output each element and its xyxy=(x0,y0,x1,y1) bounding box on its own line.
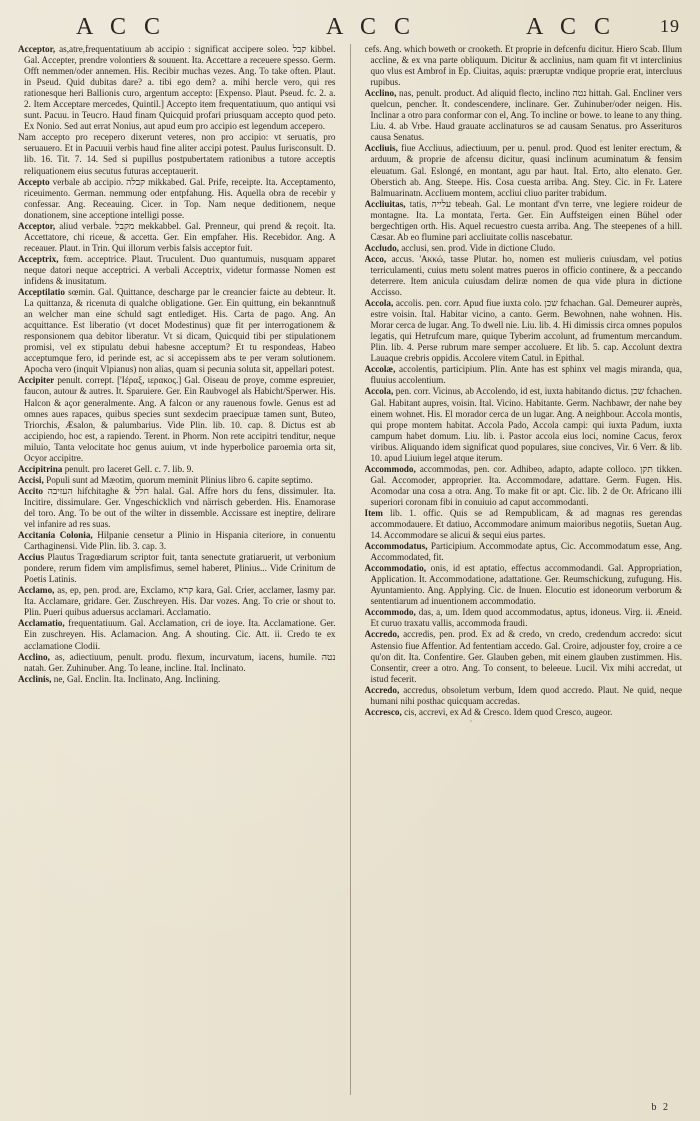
entry-headword: Acceptor, xyxy=(18,220,56,231)
entry-text: Nam accepto pro recepero dixerunt veteres, non pro accipio: vt seruatis, pro seruauero. Et in Pacuuii verbis haud fine aliter accipi potest. Paulus Iurisconsult. D. lib. 16. Tit. 7. 14. Sed si pupillus postpubertatem rationibus a tutore acceptis reliquationem eius secutus futuras acceptauerit. xyxy=(18,132,336,176)
entry-headword: Acclamatio, xyxy=(18,618,65,629)
dictionary-entry xyxy=(18,254,336,287)
dictionary-entry xyxy=(18,486,336,530)
entry-text: as, adiectiuum, penult. produ. flexum, incurvatum, iacens, humile. נטה natah. Ger. Zuhinuber. Ang. To leane, incline. Ital. Inclinato. xyxy=(24,651,336,673)
entry-headword: Accitania Colonia, xyxy=(18,530,93,541)
entry-headword: Accola, xyxy=(364,386,394,397)
right-column xyxy=(365,44,683,1095)
entry-headword: Accommodatus, xyxy=(364,541,428,552)
entry-headword: Accius xyxy=(18,552,45,563)
entry-text: verbale ab accipio. קבלה mikkabed. Gal. Prife, receipte. Ita. Acceptamento, riceuimento. German. nemmung oder entpfahung. His. Aquella obra de recebir y confessar. Ang. Receauing. Cicer. in Top. Nam neque deditionem, neque donationem, sine acceptione intelligi posse. xyxy=(24,176,336,220)
entry-headword: Accipiter xyxy=(18,375,55,386)
entry-text: Plautus Tragœdiarum scriptor fuit, tanta senectute gratiaruerit, ut verbonium pondere, rerum fidem vim amplisfimus, semel haberet, Plinius... Vide Crinitum de Poetis Latinis. xyxy=(24,552,336,585)
dictionary-entry xyxy=(18,674,336,685)
entry-headword: Acceptor, xyxy=(18,44,56,54)
dictionary-entry xyxy=(18,618,336,651)
signature-mark: b 2 xyxy=(651,1102,670,1113)
dictionary-entry xyxy=(18,221,336,254)
dictionary-entry xyxy=(365,143,683,198)
dictionary-entry xyxy=(365,607,683,629)
entry-headword: Accommodo, xyxy=(364,463,416,474)
entry-headword: Accredo, xyxy=(364,629,400,640)
running-head-left: A C C xyxy=(76,14,167,40)
dictionary-entry xyxy=(18,132,336,176)
entry-text: fœm. acceptrice. Plaut. Truculent. Duo quantumuis, nusquam apparet neque datori neque acceptrici. A verbali Acceptrix, videtur formasse Nomen est infidens & inusitatum. xyxy=(24,253,336,286)
column-divider xyxy=(350,44,351,1095)
dictionary-entry xyxy=(18,552,336,585)
entry-headword: Accola, xyxy=(364,298,394,309)
dictionary-entry xyxy=(365,685,683,707)
paper-speck xyxy=(600,140,602,142)
entry-text: onis, id est aptatio, effectus accommodandi. Gal. Appropriation, Application. It. Accommodatione, adattatione. Ger. Reumschickung, zufugung. His. Ayuntamiento. Ang. Applying. Cic. de Inuen. Elocutio est idoneorum verborum & sententiarum ad inuentionem accommodatio. xyxy=(370,563,682,607)
entry-headword: Acceptrix, xyxy=(18,253,59,264)
entry-text: penult. corrept. ['Ιέραξ, ιερακος.] Gal. Oiseau de proye, comme espreuier, faucon, autour & autres. It. Sparuiere. Ger. Ein Raubvogel als Habicht/Sperwer. His. Halcon & açor generalmente. Ang. A falcon or any rauenous fowle. Genus est ad omnes aues rapaces, quibus species sunt sexdecim praecipuæ tamen sunt, Buteo, Triorchis, Æsalon, & palumbarius. Vide Plin. lib. 10. cap. 8. Dictus est ab accipiendo, hoc est, a rapiendo. Terent. in Phorm. Non rete accipitri tenditur, neque miluio, Tanta velocitate hoc genus auium, vt inde hyperbolice paroemia orta sit, Ocyor accipitre. xyxy=(24,375,336,463)
left-column xyxy=(18,44,336,1095)
entry-text: accolis. pen. corr. Apud fiue iuxta colo. שכן fchachan. Gal. Demeurer auprès, estre voisin. Ital. Habitar vicino, a canto. Germ. Bewohnen, nahe wohnen. His. Morar cerca de lugar. Ang. To dwell nie. Liu. lib. 4. Hi dimissis circa omnes populos legatis, qui Hetrufcum mare, quique Tyberim accolunt, ad frumentum mercandum. Plin. lib. 4. Perse rubrum mare semper accoluere. Et lib. 5. cap. Accolunt dextra Lauaque crebris oppidis. Accolere vitem Catul. in Epithal. xyxy=(370,298,682,364)
entry-headword: Acclino, xyxy=(18,651,50,662)
entry-text: Populi sunt ad Mæotim, quorum meminit Plinius libro 6. capite septimo. xyxy=(46,474,313,485)
entry-headword: Accommodatio, xyxy=(364,563,426,574)
dictionary-entry xyxy=(18,585,336,618)
text-columns xyxy=(18,44,682,1095)
dictionary-entry xyxy=(365,364,683,386)
dictionary-entry xyxy=(365,629,683,684)
page-header xyxy=(18,14,682,44)
dictionary-entry xyxy=(365,563,683,607)
dictionary-entry xyxy=(18,464,336,475)
entry-text: accredus, obsoletum verbum, Idem quod accredo. Plaut. Ne quid, neque humani nihi posthac quicquam accredas. xyxy=(370,684,682,706)
entry-headword: Acclamo, xyxy=(18,585,55,596)
entry-text: acclusi, sen. prod. Vide in dictione Cludo. xyxy=(401,242,556,253)
dictionary-entry xyxy=(365,44,683,88)
entry-headword: Acclino, xyxy=(364,88,397,99)
dictionary-entry xyxy=(365,298,683,364)
dictionary-entry xyxy=(365,707,683,718)
entry-text: cefs. Ang. which boweth or crooketh. Et proprie in defcenfu dicitur. Hiero Scab. Illum accline, & ex vna parte obliquum. Dicitur & acclinius, nam quam fit vt interclinius quo vlus est Ambrof in Ep. Ciuitas, aquis: præruptæ vndique proprie erat, intercluus rupibus. xyxy=(364,44,682,88)
entry-text: accus. 'Ακκώ, tasse Plutar. ho, nomen est mulieris cuiusdam, vel potius terriculamenti, cuius metu solent matres pueros in officio continere, & a peccando deterrere. Item anicula cuiusdam deliræ nomen de qua vide plura in dictione Accisso. xyxy=(370,253,682,298)
entry-text: cis, accrevi, ex Ad & Cresco. Idem quod Cresco, augeor. xyxy=(404,706,613,717)
entry-headword: Acceptilatio xyxy=(18,287,65,298)
entry-headword: Accipitrina xyxy=(18,463,63,474)
entry-text: accommodas, pen. cor. Adhibeo, adapto, adapte colloco. תקן tikken. Gal. Accomoder, approprier. Ita. Accommodare, adattare. Germ. Fugen. His. Acomodar una cosa a otra. Ang. To make fit or apt. Cic. lib. 2 de Or. Africano illi superiori coronam fibi in conuiuio ad caput accommodanti. xyxy=(370,463,682,507)
entry-text: ne, Gal. Enclin. Ita. Inclinato, Ang. Inclining. xyxy=(53,673,221,684)
entry-text: nas, penult. product. Ad aliquid flecto, inclino נטה hittah. Gal. Encliner vers quelcun, pencher. It. condescendere, inclinare. Ger. Zuhinuber/oder neigen. His. Inclinar a otro para conformar con el, Ang. To incline or bowe. to leane to any thing. Liu. 4. ab Vrbe. Haud grauate acclinaturos se ad causam Senatus. pro Asserituros causa Senatus. xyxy=(370,88,682,143)
entry-text: aliud verbale. מקבל mekkabbel. Gal. Prenneur, qui prend & reçoit. Ita. Accettatore, chi riceue, & accetta. Ger. Ein empfaher. His. Recebidor. Ang. A receauer. Plaut. in Trin. Qui illorum verbis falsis acceptor fuit. xyxy=(24,220,336,253)
dictionary-entry xyxy=(18,652,336,674)
dictionary-entry xyxy=(18,287,336,375)
entry-text: fiue Accliuus, adiectiuum, per u. penul. prod. Quod est leniter erectum, & arduum, & proprie de afcensu dicitur, quasi inclinum acuminatum & fensim eleuatum. Gal. Eslongé, en montant, agu par haut. Ital. Erto, alto elenato. Ger. Oberstich ab. Ang. Steepe. His. Cosa cuesta arriba. Ang. Stey. Cic. in Fr. Latere Balmuarinatn. Accliuem montem, accliui cliuo pariter trabidum. xyxy=(370,143,682,198)
entry-headword: Accisi, xyxy=(18,474,44,485)
running-head-center: A C C xyxy=(326,14,417,40)
running-head-right: A C C xyxy=(526,14,617,40)
paper-speck xyxy=(470,720,472,722)
entry-headword: Accolæ, xyxy=(364,364,396,375)
dictionary-entry xyxy=(365,243,683,254)
entry-text: accredis, pen. prod. Ex ad & credo, vn credo, credendum accredo: sicut Astensio fiue Affentior. Ad fententiam accedo. Gal. Croire, adjouster foy, croire a ce qu'on dit. Ita. Confentire. Ger. Glauben geben, mit einem glauben zustimmen. His. Consentir, creer a otro. Ang. To consent, to beleeue. Lucil. Vix mihi accredat, ut istud fecerit. xyxy=(370,629,682,684)
entry-text: as,atre,frequentatiuum ab accipio : significat accipere soleo. קבל kibbel. Gal. Accepter, prendre volontiers & souuent. Ita. Accettare a receuere spesso. Germ. Offt nemmen/oder annemen. His. Recibir muchas vezes. Ang. To take often. Plaut. in Pseud. Quid dubitas dare? a. tibi ego dem? a. mihi hercle vero, qui res rationesque heri Ballionis curo, argentum accepto: [Expenso. Plaut. Pseud. fc. 2. a. 2. Item Acceptare mercedes, Quintil.] Accepto item frequentatiuum, quo antiqui vsi sunt. Pacuu. in Teucro. Haud finam Quicquid profari priusquam accepto quod peto. Ex Nonio. Sed aut errat Nonius, aut apud eum pro accipio est legendum accepero. xyxy=(24,44,336,132)
dictionary-entry xyxy=(365,541,683,563)
dictionary-entry xyxy=(365,199,683,243)
entry-headword: Accliuitas, xyxy=(364,198,406,209)
entry-text: pen. corr. Vicinus, ab Accolendo, id est, iuxta habitando dictus. שכן fchachen. Gal. Habitant aupres, voisin. Ital. Vicino. Habitante. Germ. Nachbawr, der nahe bey einem wohnet. His. El morador cerca de un lugar. Ang. A neighbour. Accola montis, qui prope montem habitat. Accola Pado, Accola campi: qui iuxta Padum, iuxta campum habet domum. Liu. lib. i. Pastor accola eius loci, nomine Cacus, ferox viribus. Aliquando idem significat quod populares, siue concives, Vir. 6 Verr. & lib. 10. apud Liuium legel atque iterum. xyxy=(370,386,682,463)
page-number: 19 xyxy=(660,16,680,36)
dictionary-entry xyxy=(365,386,683,463)
dictionary-entry xyxy=(365,508,683,541)
dictionary-entry xyxy=(18,375,336,463)
entry-text: frequentatiuum. Gal. Acclamation, cri de ioye. Ita. Acclamatione. Ger. Ein zuschreyen. His. Aclamacion. Ang. A shouting. Cic. Att. ii. Credo te ex acclamatione Clodii. xyxy=(24,618,336,651)
paper-speck xyxy=(120,310,122,312)
entry-text: Participium. Accommodate aptus, Cic. Accommodatum esse, Ang. Accommodated, fit. xyxy=(370,541,682,563)
entry-text: sœmin. Gal. Quittance, descharge par le creancier faicte au debteur. It. La quittanza, & ricenuta di qualche obligatione. Ger. Ein quittung, ein bekanntnuß an welcher man eine schuld sagt entlediget. His. Carta de pago. Ang. An acquittance. Est liberatio (vt docet Modestinus) quæ fit per interrogationem & responsionem qua debitor liberatur. Vt si dicam, Quicquid tibi per stipulationem promisi, vel ex stipulatu debui habesne acceptum? Et tu respondeas, Habeo acceptumque fero, id perinde est, ac si accepissem abs te per veram solutionem. Apocha vero (inquit Vlpianus) non alias, quam si pecunia soluta sit, appellari potest. xyxy=(24,287,336,375)
dictionary-entry xyxy=(18,44,336,132)
entry-headword: Acclinis, xyxy=(18,673,52,684)
entry-text: העזיבה hifchitaghe & חלל halal. Gal. Affre hors du fens, dissimuler. Ita. Incitire, dissimulare. Ger. Vngeschicklich vnd närrisch geberden. His. Enamorase del toro. Ang. To be out of the wilter in dissemble. Accissare est ineptire, delirare vel infanire ad res suas. xyxy=(24,485,336,530)
dictionary-entry xyxy=(365,464,683,508)
dictionary-entry xyxy=(18,177,336,221)
entry-headword: Item xyxy=(364,507,383,518)
dictionary-entry xyxy=(18,530,336,552)
entry-headword: Accepto xyxy=(18,176,50,187)
entry-text: tatis, עלייה tebeah. Gal. Le montant d'vn terre, vne legiere roideur de montagne. Ita. La montata, l'erta. Ger. Ein Auffsteigen einen Bühel oder bergechtigen orth. His. Aquel recuestro cuesta arriba. Ang. The steepenes of a hill. Cæsar. Ab eo flumine pari accliuitate collis nascebatur. xyxy=(370,198,682,242)
entry-text: Hilpanie censetur a Plinio in Hispania citeriore, in conuentu Carthaginensi. Vide Plin. lib. 3. cap. 3. xyxy=(24,530,336,552)
entry-headword: Accresco, xyxy=(364,706,402,717)
entry-text: as, ep, pen. prod. are, Exclamo, קרא kara, Gal. Crier, acclamer, Iasmy par. Ita. Acclamare, gridare. Ger. Zuschreyen. His. Dar vozes. Ang. To crie or shout to. Plin. Pueri quibus aduersus acclamari. Acclamatio. xyxy=(24,585,336,618)
entry-text: lib. 1. offic. Quis se ad Rempublicam, & ad magnas res gerendas accommodauere. Et datiuo, Accommodare animum maioribus negotiis, Suetan Aug. 14. Accommodare se alicui & sequi eius partes. xyxy=(370,507,682,541)
entry-headword: Accommodo, xyxy=(364,607,416,618)
entry-headword: Accredo, xyxy=(364,684,400,695)
entry-headword: Accliuis, xyxy=(364,143,398,154)
entry-headword: Accludo, xyxy=(364,242,399,253)
entry-text: accolentis, participium. Plin. Ante has est sphinx vel magis miranda, qua, fluuius accolentium. xyxy=(370,364,682,386)
entry-text: penult. pro Iaceret Gell. c. 7. lib. 9. xyxy=(64,463,194,474)
entry-text: das, a, um. Idem quod accommodatus, aptus, idoneus. Virg. ii. Æneid. Et curuo traxatu vallis, accommoda fraudi. xyxy=(370,607,682,629)
dictionary-entry xyxy=(365,88,683,143)
entry-headword: Accito xyxy=(18,485,43,496)
dictionary-entry xyxy=(18,475,336,486)
entry-headword: Acco, xyxy=(364,253,387,264)
dictionary-entry xyxy=(365,254,683,298)
